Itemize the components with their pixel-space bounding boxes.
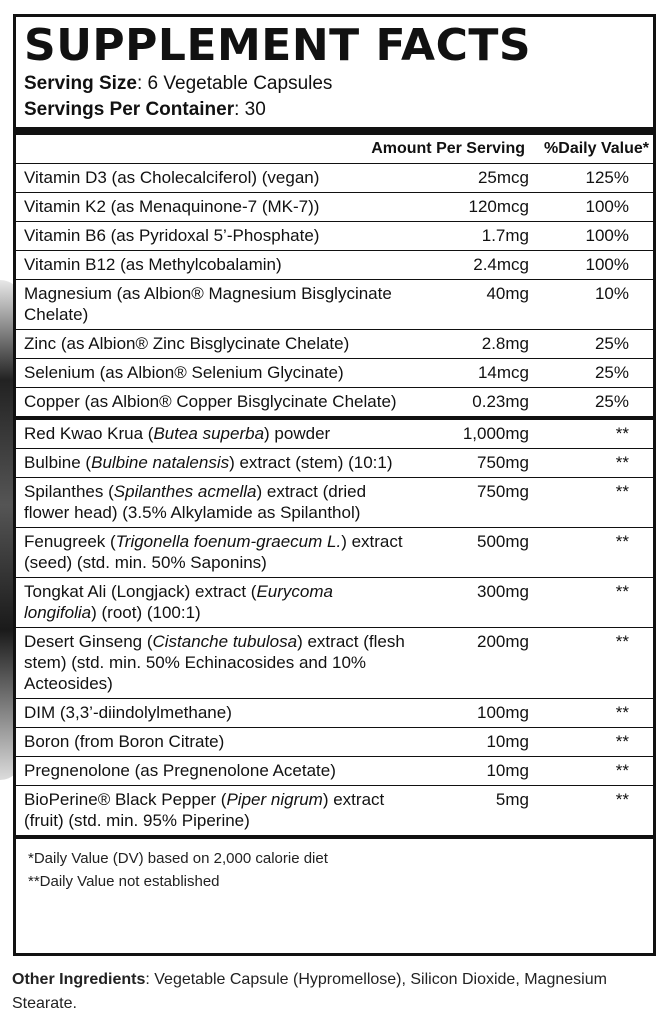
ingredient-row xyxy=(16,578,653,628)
ingredient-amount: 500mg xyxy=(477,532,529,551)
ingredient-name-text: BioPerine® Black Pepper ( xyxy=(24,790,227,809)
serving-size-value: : 6 Vegetable Capsules xyxy=(137,73,333,94)
serving-size xyxy=(16,71,653,97)
daily-value-header: %Daily Value* xyxy=(544,140,649,157)
ingredient-name-text: Tongkat Ali (Longjack) extract ( xyxy=(24,582,257,601)
footnote-not-established: **Daily Value not established xyxy=(28,873,220,890)
other-ingredients xyxy=(12,968,652,1016)
supplement-facts-panel xyxy=(13,14,656,956)
nutrient-row xyxy=(16,280,653,330)
nutrient-name: Magnesium (as Albion® Magnesium Bisglycinate Chelate) xyxy=(24,284,392,324)
ingredient-amount: 200mg xyxy=(477,632,529,651)
ingredient-row xyxy=(16,628,653,699)
nutrient-amount: 2.8mg xyxy=(481,334,529,353)
ingredient-name xyxy=(16,420,409,448)
nutrient-name: Selenium (as Albion® Selenium Glycinate) xyxy=(24,363,344,382)
nutrient-name: Copper (as Albion® Copper Bisglycinate Chelate) xyxy=(24,392,397,411)
nutrient-amount: 40mg xyxy=(486,284,529,303)
nutrient-amount: 25mcg xyxy=(477,168,529,187)
ingredient-daily-value: ** xyxy=(615,632,629,651)
ingredient-name-text: Pregnenolone (as Pregnenolone Acetate) xyxy=(24,761,336,780)
ingredient-name-text: Bulbine ( xyxy=(24,453,92,472)
ingredient-amount: 1,000mg xyxy=(462,424,529,443)
nutrient-daily-value: 100% xyxy=(585,226,629,245)
ingredient-daily-value: ** xyxy=(615,482,629,501)
ingredient-row xyxy=(16,449,653,478)
ingredient-row xyxy=(16,420,653,449)
ingredient-latin-name: Spilanthes acmella xyxy=(113,482,257,501)
nutrient-daily-value: 100% xyxy=(585,197,629,216)
ingredient-daily-value: ** xyxy=(615,732,629,751)
ingredient-name-detail: ) extract (fruit) (std. min. 95% Piperine) xyxy=(24,790,385,830)
nutrient-name: Vitamin B6 (as Pyridoxal 5’-Phosphate) xyxy=(24,226,320,245)
amount-header: Amount Per Serving xyxy=(371,140,525,157)
servings-per-container xyxy=(16,97,653,127)
ingredient-name xyxy=(16,578,409,627)
ingredient-name xyxy=(16,728,409,756)
ingredient-daily-value: ** xyxy=(615,703,629,722)
ingredient-name-detail: ) (root) (100:1) xyxy=(91,603,201,622)
thick-divider xyxy=(16,127,653,135)
nutrient-daily-value: 10% xyxy=(594,284,629,303)
ingredient-row xyxy=(16,699,653,728)
nutrient-daily-value: 25% xyxy=(594,334,629,353)
nutrient-amount: 2.4mcg xyxy=(473,255,529,274)
footnote-dv: *Daily Value (DV) based on 2,000 calorie diet xyxy=(28,850,328,867)
ingredient-name xyxy=(16,786,409,835)
ingredient-daily-value: ** xyxy=(615,453,629,472)
botanicals-section xyxy=(16,420,653,835)
panel-title: SUPPLEMENT FACTS xyxy=(24,20,532,71)
nutrient-name: Zinc (as Albion® Zinc Bisglycinate Chelate) xyxy=(24,334,350,353)
ingredient-latin-name: Bulbine natalensis xyxy=(91,453,230,472)
servings-label: Servings Per Container xyxy=(24,99,235,120)
nutrient-row xyxy=(16,164,653,193)
other-ingredients-label: Other Ingredients xyxy=(12,971,146,988)
nutrient-daily-value: 25% xyxy=(594,363,629,382)
nutrient-daily-value: 25% xyxy=(594,392,629,411)
ingredient-name xyxy=(16,528,409,577)
footnotes xyxy=(16,839,653,893)
vitamins-minerals-section xyxy=(16,164,653,416)
ingredient-name-text: Desert Ginseng ( xyxy=(24,632,153,651)
servings-value: : 30 xyxy=(234,99,266,120)
ingredient-name xyxy=(16,478,409,527)
ingredient-latin-name: Trigonella foenum-graecum L. xyxy=(115,532,342,551)
ingredient-amount: 300mg xyxy=(477,582,529,601)
ingredient-name xyxy=(16,449,409,477)
ingredient-daily-value: ** xyxy=(615,582,629,601)
ingredient-latin-name: Butea superba xyxy=(153,424,265,443)
ingredient-amount: 10mg xyxy=(486,761,529,780)
nutrient-name: Vitamin K2 (as Menaquinone-7 (MK-7)) xyxy=(24,197,320,216)
ingredient-amount: 100mg xyxy=(477,703,529,722)
ingredient-name-detail: ) extract (flesh stem) (std. min. 50% Echinacosides and 10% Acteosides) xyxy=(24,632,405,693)
ingredient-name-detail: ) extract (stem) (10:1) xyxy=(229,453,393,472)
ingredient-row xyxy=(16,528,653,578)
ingredient-name-text: DIM (3,3’-diindolylmethane) xyxy=(24,703,232,722)
ingredient-row xyxy=(16,478,653,528)
nutrient-amount: 14mcg xyxy=(477,363,529,382)
ingredient-name xyxy=(16,757,409,785)
nutrient-row xyxy=(16,193,653,222)
ingredient-name-text: Red Kwao Krua ( xyxy=(24,424,154,443)
nutrient-row xyxy=(16,222,653,251)
serving-size-label: Serving Size xyxy=(24,73,137,94)
ingredient-row xyxy=(16,786,653,835)
nutrient-daily-value: 100% xyxy=(585,255,629,274)
ingredient-name-text: Spilanthes ( xyxy=(24,482,114,501)
ingredient-name-text: Fenugreek ( xyxy=(24,532,116,551)
ingredient-daily-value: ** xyxy=(615,790,629,809)
ingredient-daily-value: ** xyxy=(615,532,629,551)
ingredient-name-detail: ) powder xyxy=(264,424,331,443)
ingredient-amount: 10mg xyxy=(486,732,529,751)
nutrient-row xyxy=(16,359,653,388)
nutrient-row xyxy=(16,330,653,359)
ingredient-amount: 5mg xyxy=(495,790,529,809)
nutrient-amount: 0.23mg xyxy=(472,392,529,411)
nutrient-row xyxy=(16,388,653,416)
ingredient-name xyxy=(16,628,409,698)
nutrient-name: Vitamin B12 (as Methylcobalamin) xyxy=(24,255,282,274)
ingredient-latin-name: Eurycoma longifolia xyxy=(24,582,333,622)
other-ingredients-text: : Vegetable Capsule (Hypromellose), Silicon Dioxide, Magnesium Stearate. xyxy=(12,971,607,1012)
ingredient-latin-name: Cistanche tubulosa xyxy=(152,632,298,651)
nutrient-name: Vitamin D3 (as Cholecalciferol) (vegan) xyxy=(24,168,320,187)
ingredient-daily-value: ** xyxy=(615,424,629,443)
ingredient-name-detail: ) extract (dried flower head) (3.5% Alkylamide as Spilanthol) xyxy=(24,482,367,522)
ingredient-amount: 750mg xyxy=(477,482,529,501)
nutrient-daily-value: 125% xyxy=(585,168,629,187)
nutrient-amount: 1.7mg xyxy=(481,226,529,245)
ingredient-row xyxy=(16,728,653,757)
nutrient-amount: 120mcg xyxy=(468,197,529,216)
ingredient-name-detail: ) extract (seed) (std. min. 50% Saponins) xyxy=(24,532,403,572)
nutrient-row xyxy=(16,251,653,280)
ingredient-name-text: Boron (from Boron Citrate) xyxy=(24,732,225,751)
ingredient-daily-value: ** xyxy=(615,761,629,780)
ingredient-latin-name: Piper nigrum xyxy=(226,790,323,809)
ingredient-amount: 750mg xyxy=(477,453,529,472)
ingredient-row xyxy=(16,757,653,786)
ingredient-name xyxy=(16,699,409,727)
column-header xyxy=(16,135,653,164)
